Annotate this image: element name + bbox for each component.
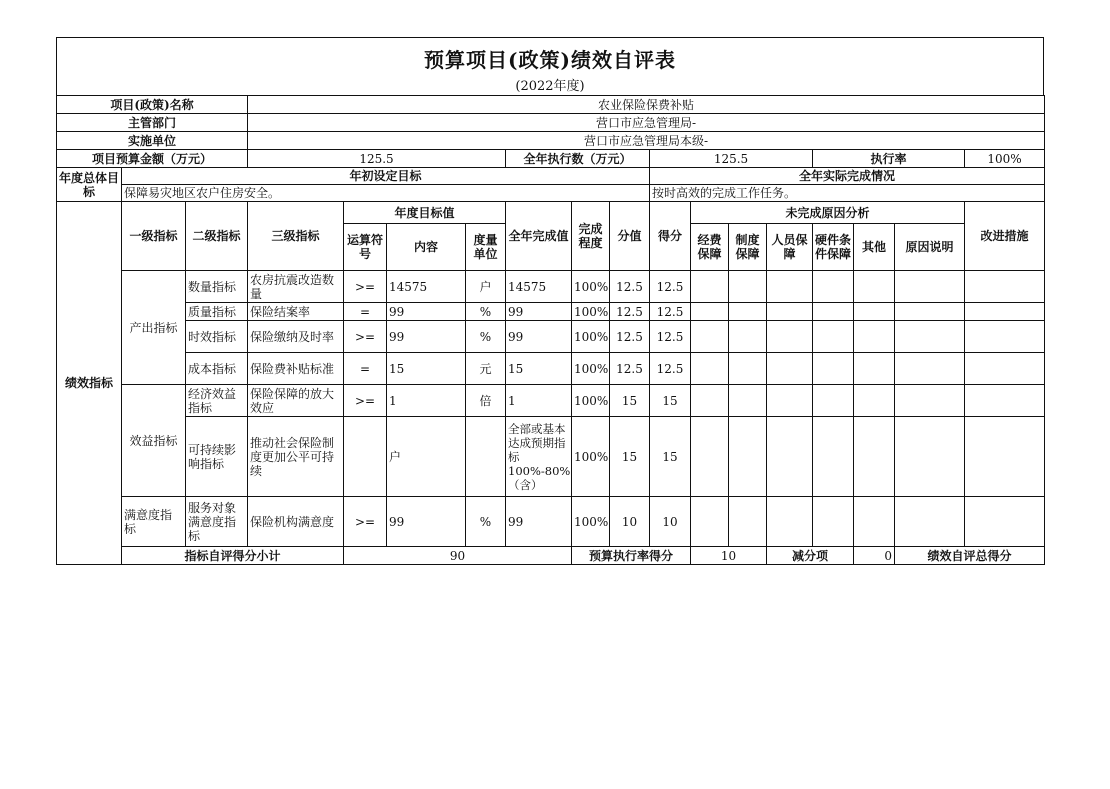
budget-value: 125.5	[248, 150, 506, 168]
impl: 营口市应急管理局本级-	[248, 132, 1045, 150]
evaluation-form	[56, 37, 1044, 565]
empty-cell	[729, 497, 767, 547]
table-row	[57, 303, 1045, 321]
dept: 营口市应急管理局-	[248, 114, 1045, 132]
row-unit: %	[466, 303, 506, 321]
empty-cell	[813, 321, 854, 353]
empty-cell	[813, 497, 854, 547]
header-system: 制度保障	[729, 224, 767, 271]
goal-initial: 保障易灾地区农户住房安全。	[122, 185, 650, 202]
row-op: >=	[344, 385, 387, 417]
header-measures: 改进措施	[965, 202, 1045, 271]
subtotal-value: 90	[344, 547, 572, 565]
row-unit: 倍	[466, 385, 506, 417]
empty-cell	[813, 303, 854, 321]
table-row	[57, 353, 1045, 385]
goal-label: 年度总体目标	[57, 168, 122, 202]
row-score: 12.5	[650, 321, 691, 353]
empty-cell	[691, 353, 729, 385]
impl-label: 实施单位	[57, 132, 248, 150]
row-unit: 元	[466, 353, 506, 385]
header-unfinished: 未完成原因分析	[691, 202, 965, 224]
empty-cell	[813, 271, 854, 303]
empty-cell	[854, 417, 895, 497]
header-annual-target: 年度目标值	[344, 202, 506, 224]
deduct-label: 减分项	[767, 547, 854, 565]
empty-cell	[854, 385, 895, 417]
rate-label: 执行率	[813, 150, 965, 168]
row-unit: %	[466, 497, 506, 547]
empty-cell	[691, 497, 729, 547]
header-score: 得分	[650, 202, 691, 271]
table-row	[57, 497, 1045, 547]
row-value: 12.5	[610, 303, 650, 321]
empty-cell	[691, 417, 729, 497]
empty-cell	[767, 385, 813, 417]
header-hardware: 硬件条件保障	[813, 224, 854, 271]
header-completed: 全年完成值	[506, 202, 572, 271]
empty-cell	[895, 353, 965, 385]
row-op: =	[344, 303, 387, 321]
row-score: 10	[650, 497, 691, 547]
empty-cell	[854, 271, 895, 303]
group-satisfaction: 满意度指标	[122, 497, 186, 547]
row-value: 12.5	[610, 271, 650, 303]
row-degree: 100%	[572, 271, 610, 303]
empty-cell	[767, 497, 813, 547]
empty-cell	[895, 417, 965, 497]
form-year: (2022年度)	[515, 79, 585, 94]
empty-cell	[854, 321, 895, 353]
goal-actual: 按时高效的完成工作任务。	[650, 185, 1045, 202]
header-op: 运算符号	[344, 224, 387, 271]
row-score: 12.5	[650, 353, 691, 385]
header-content: 内容	[387, 224, 466, 271]
row-unit	[466, 417, 506, 497]
row-degree: 100%	[572, 353, 610, 385]
row-completed: 1	[506, 385, 572, 417]
row-l3: 保险缴纳及时率	[248, 321, 344, 353]
row-l3: 保险结案率	[248, 303, 344, 321]
empty-cell	[691, 303, 729, 321]
row-score: 15	[650, 417, 691, 497]
empty-cell	[767, 353, 813, 385]
project-name-label: 项目(政策)名称	[57, 96, 248, 114]
project-name: 农业保险保费补贴	[248, 96, 1045, 114]
empty-cell	[813, 353, 854, 385]
row-content: 14575	[387, 271, 466, 303]
empty-cell	[729, 353, 767, 385]
row-content: 15	[387, 353, 466, 385]
row-l2: 经济效益指标	[186, 385, 248, 417]
row-l3: 保险机构满意度	[248, 497, 344, 547]
empty-cell	[895, 303, 965, 321]
row-unit: 户	[466, 271, 506, 303]
empty-cell	[691, 385, 729, 417]
empty-cell	[965, 497, 1045, 547]
row-op: >=	[344, 271, 387, 303]
exec-value: 125.5	[650, 150, 813, 168]
row-l2: 时效指标	[186, 321, 248, 353]
empty-cell	[895, 385, 965, 417]
row-score: 12.5	[650, 271, 691, 303]
empty-cell	[767, 271, 813, 303]
empty-cell	[813, 385, 854, 417]
performance-table	[56, 95, 1045, 565]
empty-cell	[729, 303, 767, 321]
budget-score-label: 预算执行率得分	[572, 547, 691, 565]
row-l2: 成本指标	[186, 353, 248, 385]
row-score: 15	[650, 385, 691, 417]
row-op: >=	[344, 321, 387, 353]
table-row	[57, 321, 1045, 353]
empty-cell	[767, 303, 813, 321]
perf-label: 绩效指标	[57, 202, 122, 565]
row-value: 15	[610, 385, 650, 417]
row-value: 12.5	[610, 321, 650, 353]
table-row	[57, 417, 1045, 497]
dept-label: 主管部门	[57, 114, 248, 132]
header-degree: 完成程度	[572, 202, 610, 271]
row-op: >=	[344, 497, 387, 547]
header-funding: 经费保障	[691, 224, 729, 271]
header-unit: 度量单位	[466, 224, 506, 271]
group-benefit: 效益指标	[122, 385, 186, 497]
empty-cell	[729, 271, 767, 303]
row-completed: 99	[506, 303, 572, 321]
row-completed: 15	[506, 353, 572, 385]
empty-cell	[767, 417, 813, 497]
rate-value: 100%	[965, 150, 1045, 168]
empty-cell	[965, 303, 1045, 321]
empty-cell	[854, 497, 895, 547]
empty-cell	[965, 353, 1045, 385]
form-title: 预算项目(政策)绩效自评表	[424, 48, 676, 72]
row-value: 15	[610, 417, 650, 497]
row-degree: 100%	[572, 385, 610, 417]
row-degree: 100%	[572, 497, 610, 547]
header-personnel: 人员保障	[767, 224, 813, 271]
row-l3: 保险费补贴标准	[248, 353, 344, 385]
row-l2: 质量指标	[186, 303, 248, 321]
group-output: 产出指标	[122, 271, 186, 385]
goal-actual-header: 全年实际完成情况	[650, 168, 1045, 185]
deduct-value: 0	[854, 547, 895, 565]
row-degree: 100%	[572, 303, 610, 321]
header-level3: 三级指标	[248, 202, 344, 271]
empty-cell	[965, 417, 1045, 497]
empty-cell	[895, 271, 965, 303]
form-title-block	[56, 37, 1044, 95]
empty-cell	[729, 385, 767, 417]
row-l3: 推动社会保险制度更加公平可持续	[248, 417, 344, 497]
empty-cell	[691, 271, 729, 303]
empty-cell	[895, 321, 965, 353]
row-completed: 99	[506, 497, 572, 547]
empty-cell	[729, 321, 767, 353]
empty-cell	[965, 271, 1045, 303]
exec-label: 全年执行数（万元）	[506, 150, 650, 168]
row-l2: 可持续影响指标	[186, 417, 248, 497]
row-content: 99	[387, 321, 466, 353]
header-other: 其他	[854, 224, 895, 271]
empty-cell	[854, 303, 895, 321]
row-value: 10	[610, 497, 650, 547]
row-l2: 服务对象满意度指标	[186, 497, 248, 547]
header-level2: 二级指标	[186, 202, 248, 271]
goal-initial-header: 年初设定目标	[122, 168, 650, 185]
row-completed: 14575	[506, 271, 572, 303]
row-completed: 全部或基本达成预期指标100%-80%（含）	[506, 417, 572, 497]
empty-cell	[965, 321, 1045, 353]
row-completed: 99	[506, 321, 572, 353]
total-label: 绩效自评总得分	[895, 547, 1045, 565]
row-degree: 100%	[572, 417, 610, 497]
header-level1: 一级指标	[122, 202, 186, 271]
empty-cell	[729, 417, 767, 497]
empty-cell	[691, 321, 729, 353]
subtotal-label: 指标自评得分小计	[122, 547, 344, 565]
row-value: 12.5	[610, 353, 650, 385]
empty-cell	[813, 417, 854, 497]
row-score: 12.5	[650, 303, 691, 321]
empty-cell	[854, 353, 895, 385]
budget-score-value: 10	[691, 547, 767, 565]
budget-label: 项目预算金额（万元）	[57, 150, 248, 168]
header-reason: 原因说明	[895, 224, 965, 271]
table-row	[57, 271, 1045, 303]
row-content: 99	[387, 497, 466, 547]
row-content: 1	[387, 385, 466, 417]
header-score-value: 分值	[610, 202, 650, 271]
row-l3: 农房抗震改造数量	[248, 271, 344, 303]
row-unit: %	[466, 321, 506, 353]
empty-cell	[767, 321, 813, 353]
row-content: 户	[387, 417, 466, 497]
empty-cell	[965, 385, 1045, 417]
row-l3: 保险保障的放大效应	[248, 385, 344, 417]
row-content: 99	[387, 303, 466, 321]
row-degree: 100%	[572, 321, 610, 353]
row-op	[344, 417, 387, 497]
empty-cell	[895, 497, 965, 547]
row-l2: 数量指标	[186, 271, 248, 303]
row-op: =	[344, 353, 387, 385]
table-row	[57, 385, 1045, 417]
